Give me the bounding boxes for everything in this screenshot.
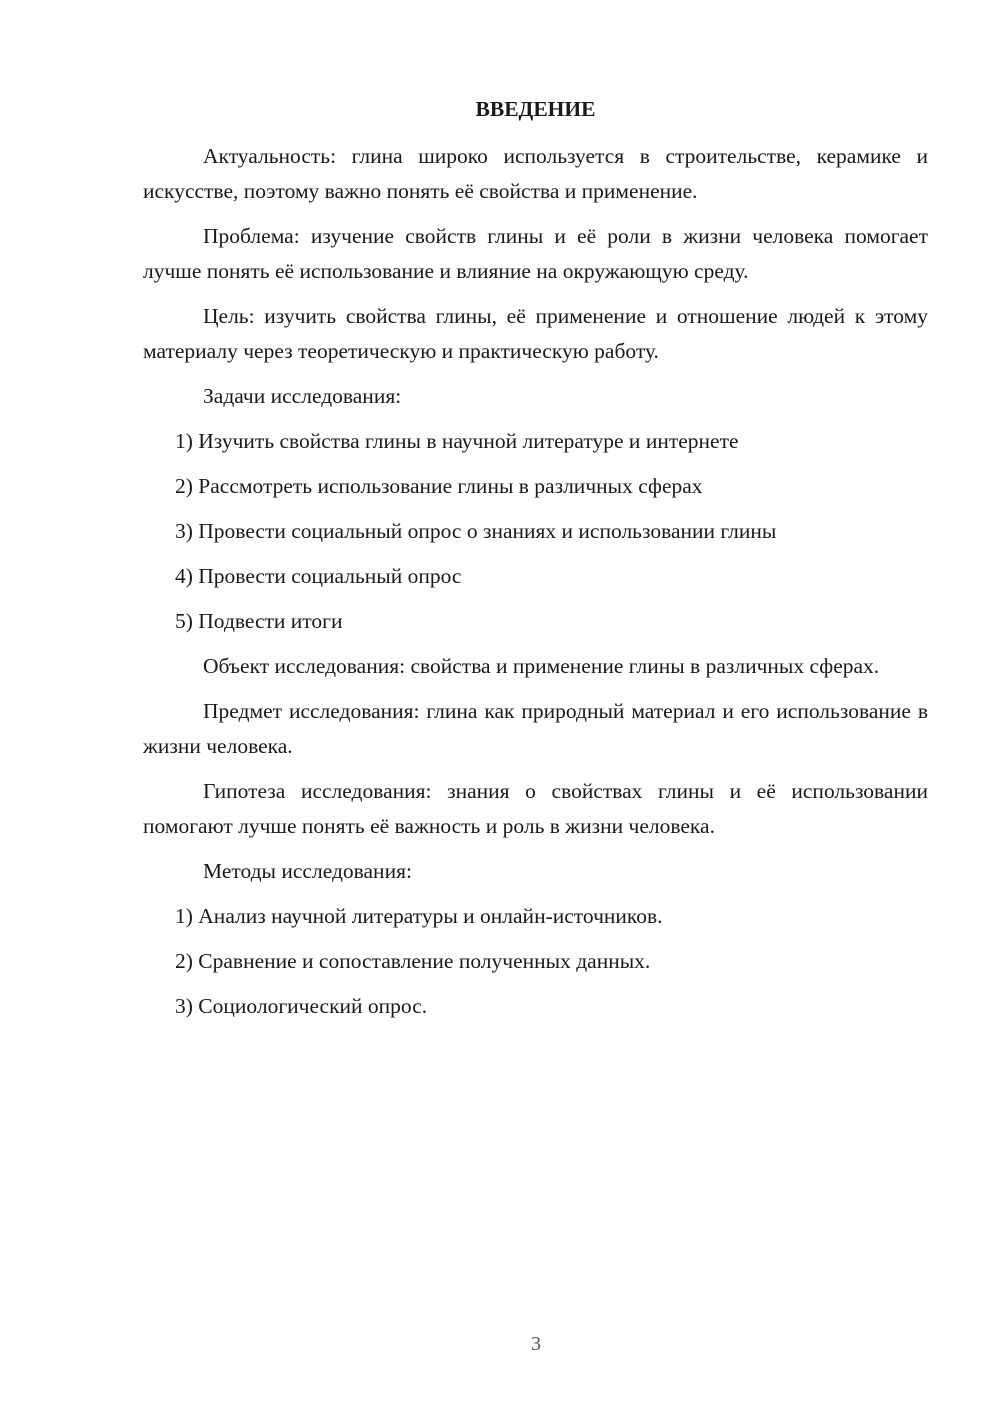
tasks-list	[143, 424, 928, 639]
method-item-2: 2) Сравнение и сопоставление полученных данных.	[175, 949, 651, 973]
task-item-1: 1) Изучить свойства глины в научной литературе и интернете	[175, 429, 739, 453]
tasks-heading: Задачи исследования:	[203, 384, 402, 408]
methods-heading: Методы исследования:	[203, 859, 412, 883]
goal-paragraph: Цель: изучить свойства глины, её применение и отношение людей к этому материалу через теоретическую и практическую работу.	[143, 304, 928, 363]
task-item-4: 4) Провести социальный опрос	[175, 564, 462, 588]
task-item-3: 3) Провести социальный опрос о знаниях и использовании глины	[175, 519, 777, 543]
methods-list	[143, 899, 928, 1024]
method-item-1: 1) Анализ научной литературы и онлайн-источников.	[175, 904, 663, 928]
problem-paragraph: Проблема: изучение свойств глины и её роли в жизни человека помогает лучше понять её использование и влияние на окружающую среду.	[143, 224, 928, 283]
page-number: 3	[531, 1333, 541, 1355]
hypothesis-paragraph: Гипотеза исследования: знания о свойствах глины и её использовании помогают лучше понять её важность и роль в жизни человека.	[143, 779, 928, 838]
relevance-paragraph: Актуальность: глина широко используется в строительстве, керамике и искусстве, поэтому важно понять её свойства и применение.	[143, 144, 928, 203]
task-item-5: 5) Подвести итоги	[175, 609, 343, 633]
object-paragraph: Объект исследования: свойства и применение глины в различных сферах.	[203, 654, 880, 678]
section-title: ВВЕДЕНИЕ	[475, 97, 596, 121]
method-item-3: 3) Социологический опрос.	[175, 994, 428, 1018]
document-page	[143, 92, 928, 1034]
subject-paragraph: Предмет исследования: глина как природный материал и его использование в жизни человека.	[143, 699, 928, 758]
task-item-2: 2) Рассмотреть использование глины в различных сферах	[175, 474, 703, 498]
